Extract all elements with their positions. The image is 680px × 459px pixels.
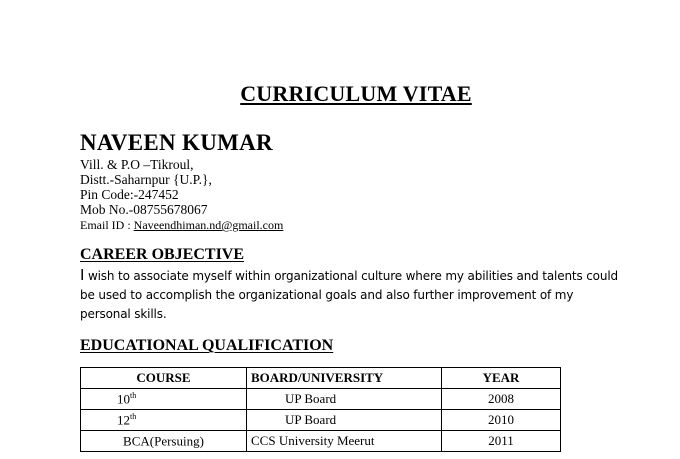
table-row xyxy=(81,431,561,452)
address-line-1: Vill. & P.O –Tikroul, xyxy=(80,157,194,172)
document-title: CURRICULUM VITAE xyxy=(240,81,472,106)
year-cell: 2010 xyxy=(442,410,561,431)
mobile-number: Mob No.-08755678067 xyxy=(80,202,208,217)
pin-code: Pin Code:-247452 xyxy=(80,187,179,202)
table-header-row xyxy=(81,368,561,389)
career-objective-text xyxy=(80,266,620,324)
course-cell: BCA(Persuing) xyxy=(81,431,247,452)
course-cell: 12th xyxy=(81,410,247,431)
address-line-2: Distt.-Saharnpur {U.P.}, xyxy=(80,172,212,187)
objective-body: wish to associate myself within organizational culture where my abilities and talents could be used to accomplish the organizational goals and also further improvement of my personal skills. xyxy=(80,269,618,321)
column-header-year: YEAR xyxy=(442,368,561,389)
career-objective-heading: CAREER OBJECTIVE xyxy=(80,246,245,263)
column-header-course: COURSE xyxy=(81,368,247,389)
candidate-name: NAVEEN KUMAR xyxy=(80,130,273,155)
email-link[interactable]: Naveendhiman.nd@gmail.com xyxy=(133,218,284,232)
board-cell: CCS University Meerut xyxy=(247,431,442,452)
year-cell: 2011 xyxy=(442,431,561,452)
email-label: Email ID : xyxy=(80,218,134,232)
objective-first-letter: I xyxy=(80,266,85,284)
education-heading: EDUCATIONAL QUALIFICATION xyxy=(80,337,334,354)
board-cell: UP Board xyxy=(247,410,442,431)
board-cell: UP Board xyxy=(247,389,442,410)
table-row xyxy=(81,410,561,431)
education-table xyxy=(80,367,561,452)
course-cell: 10th xyxy=(81,389,247,410)
column-header-board: BOARD/UNIVERSITY xyxy=(247,368,442,389)
email-line xyxy=(80,218,283,233)
year-cell: 2008 xyxy=(442,389,561,410)
table-row xyxy=(81,389,561,410)
